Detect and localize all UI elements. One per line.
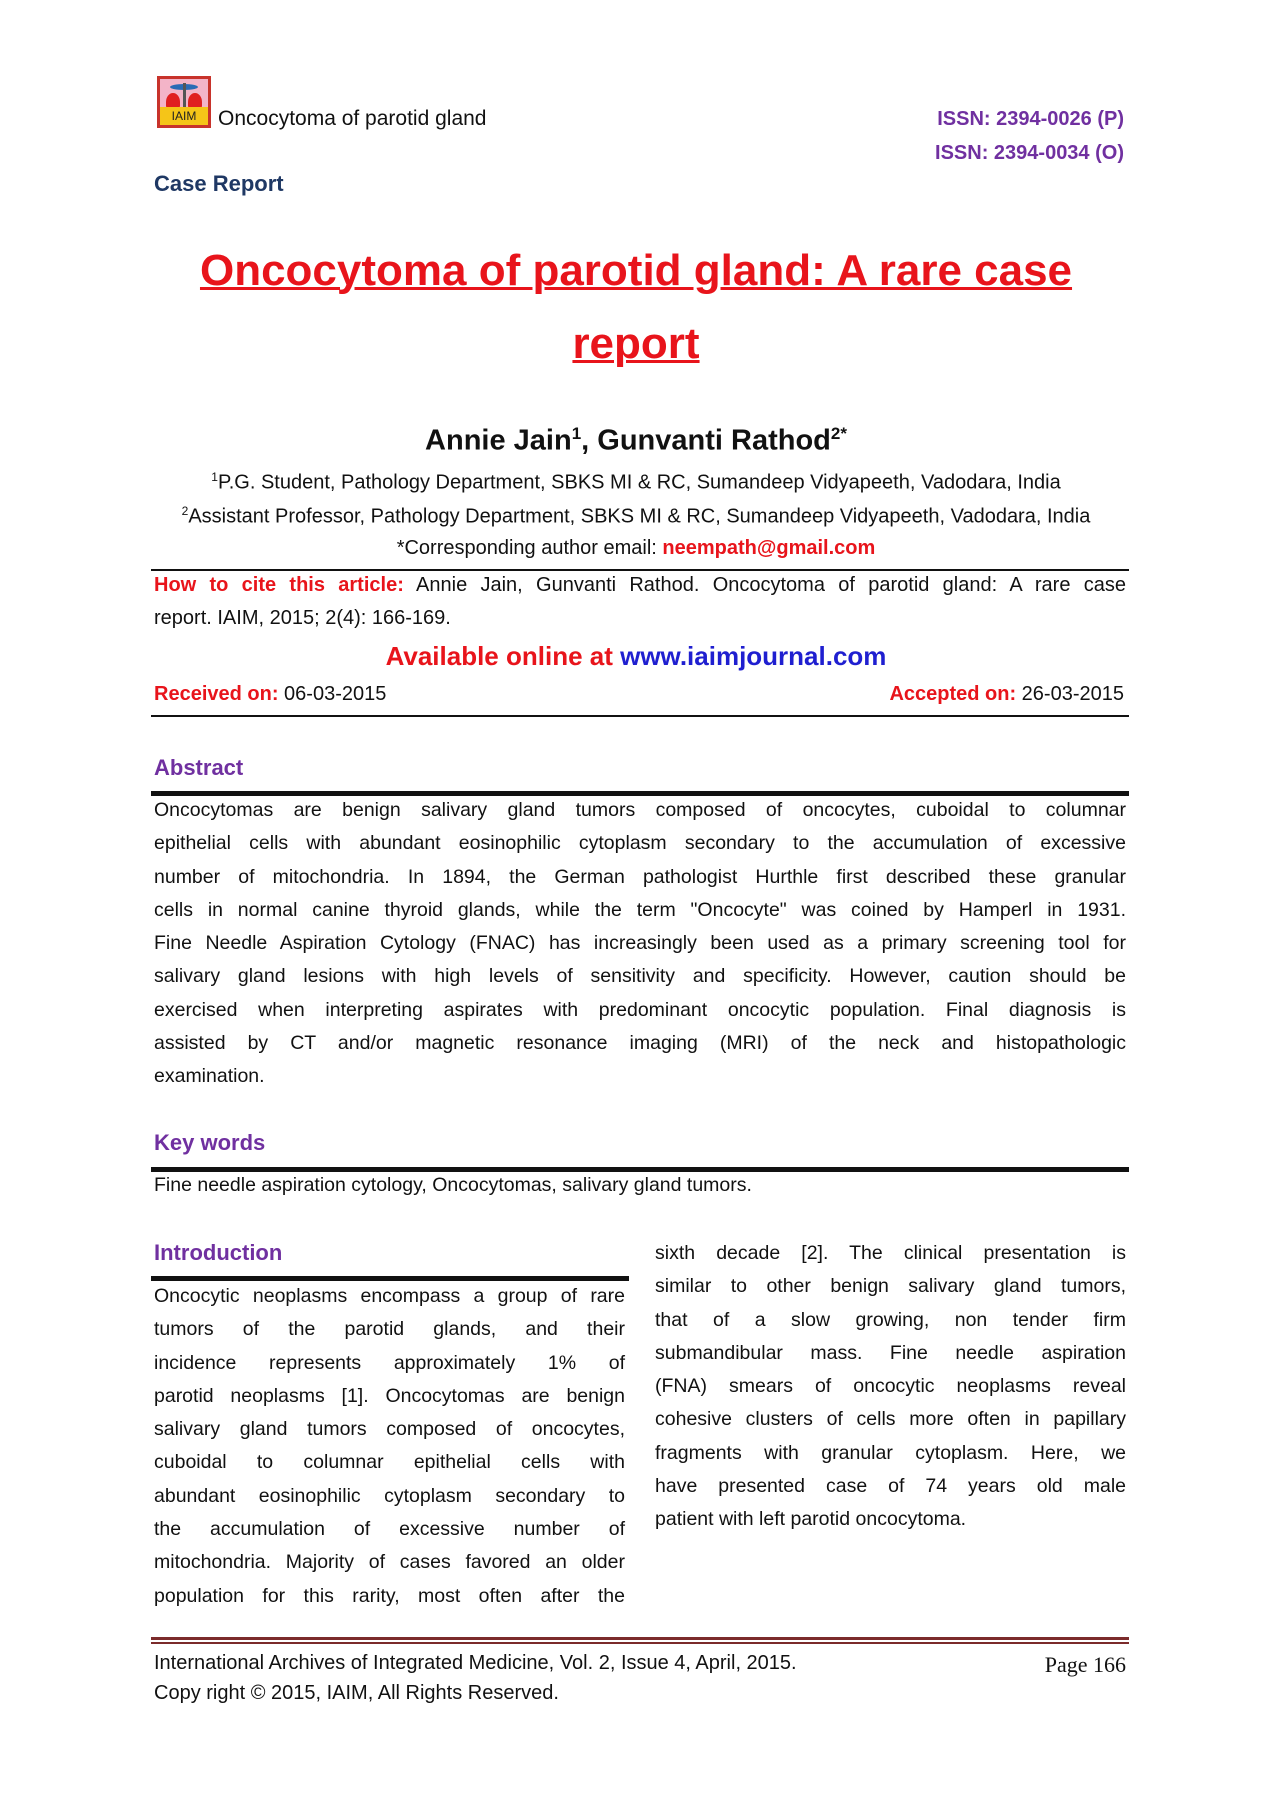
issn-online: ISSN: 2394-0034 (O) <box>935 142 1124 164</box>
text-line: parotid neoplasms [1]. Oncocytomas are benign <box>154 1384 625 1407</box>
text-line: population for this rarity, most often after the <box>154 1584 625 1607</box>
issn-print: ISSN: 2394-0026 (P) <box>937 108 1124 130</box>
article-type: Case Report <box>154 171 284 196</box>
author-1: Annie Jain <box>425 424 572 457</box>
text-line: examination. <box>154 1065 265 1088</box>
text-line: Oncocytomas are benign salivary gland tumors composed of oncocytes, cuboidal to columnar <box>154 799 1126 821</box>
divider <box>151 1167 1129 1172</box>
text-line: the accumulation of excessive number of <box>154 1518 625 1541</box>
text-line: similar to other benign salivary gland tumors, <box>655 1275 1126 1298</box>
journal-url-link[interactable]: www.iaimjournal.com <box>620 641 887 671</box>
text-line: epithelial cells with abundant eosinophilic cytoplasm secondary to the accumulation of excessive <box>154 832 1126 855</box>
page-number: Page 166 <box>1044 1652 1126 1677</box>
text-line: Fine Needle Aspiration Cytology (FNAC) has increasingly been used as a primary screening tool for <box>154 932 1126 955</box>
corresponding-author <box>0 537 1272 560</box>
text-line: that of a slow growing, non tender firm <box>655 1308 1126 1331</box>
received-label: Received on: <box>154 683 279 705</box>
accepted-value: 26-03-2015 <box>1016 683 1124 705</box>
keywords-heading: Key words <box>154 1130 266 1155</box>
text-line: number of mitochondria. In 1894, the German pathologist Hurthle first described these granular <box>154 865 1126 888</box>
text-line: Oncocytic neoplasms encompass a group of rare <box>154 1285 625 1307</box>
text-line: cells in normal canine thyroid glands, while the term "Oncocyte" was coined by Hamperl in 1931. <box>154 898 1126 921</box>
text-line: tumors of the parotid glands, and their <box>154 1318 625 1341</box>
text-line: mitochondria. Majority of cases favored an older <box>154 1551 625 1574</box>
running-title: Oncocytoma of parotid gland <box>218 107 487 130</box>
affil-text: Assistant Professor, Pathology Department, SBKS MI & RC, Sumandeep Vidyapeeth, Vadodara, India <box>188 505 1091 528</box>
affil-text: P.G. Student, Pathology Department, SBKS MI & RC, Sumandeep Vidyapeeth, Vadodara, India <box>217 471 1061 494</box>
affil-sup: 2 <box>181 504 189 518</box>
text-line: salivary gland lesions with high levels of sensitivity and specificity. However, caution should be <box>154 965 1126 988</box>
iaim-logo <box>157 76 211 128</box>
affil-sup: 1 <box>211 470 218 484</box>
text-line: have presented case of 74 years old male <box>655 1475 1126 1498</box>
text-line: salivary gland tumors composed of oncocytes, <box>154 1418 625 1441</box>
footer-copyright: Copy right © 2015, IAIM, All Rights Reserved. <box>154 1682 559 1704</box>
cite-label: How to cite this article: <box>154 574 404 596</box>
affiliation-1 <box>0 470 1272 495</box>
text-line: (FNA) smears of oncocytic neoplasms reveal <box>655 1375 1126 1398</box>
cite-text-1: Annie Jain, Gunvanti Rathod. Oncocytoma of parotid gland: A rare case <box>403 574 1126 596</box>
text-line: sixth decade [2]. The clinical presentation is <box>655 1242 1126 1264</box>
introduction-heading: Introduction <box>154 1240 283 1265</box>
available-online <box>0 641 1272 672</box>
footer-rule <box>151 1637 1129 1640</box>
text-line: exercised when interpreting aspirates with predominant oncocytic population. Final diagnosis is <box>154 998 1126 1021</box>
text-line: abundant eosinophilic cytoplasm secondary to <box>154 1484 625 1507</box>
received-value: 06-03-2015 <box>278 683 387 705</box>
author-2: Gunvanti Rathod <box>597 424 831 457</box>
abstract-heading: Abstract <box>154 755 244 780</box>
author-sep: , <box>581 424 598 457</box>
author-2-affil: 2* <box>830 424 847 443</box>
logo-text: IAIM <box>160 107 208 125</box>
introduction-right-column <box>655 1237 1126 1537</box>
text-line: incidence represents approximately 1% of <box>154 1351 625 1374</box>
affiliation-2 <box>0 504 1272 529</box>
footer-rule <box>151 1642 1129 1644</box>
corresponding-email-link[interactable]: neempath@gmail.com <box>662 537 876 559</box>
text-line: cuboidal to columnar epithelial cells with <box>154 1451 625 1474</box>
available-label: Available online at <box>385 641 621 671</box>
text-line: fragments with granular cytoplasm. Here, we <box>655 1441 1126 1464</box>
received-date <box>154 683 386 706</box>
author-1-affil: 1 <box>571 424 582 443</box>
text-line: assisted by CT and/or magnetic resonance imaging (MRI) of the neck and histopathologic <box>154 1032 1126 1055</box>
article-title-line2: report <box>572 319 700 368</box>
divider <box>151 715 1129 717</box>
caduceus-rod-icon <box>183 83 186 109</box>
citation <box>154 569 1126 636</box>
authors <box>0 424 1272 458</box>
introduction-left-column <box>154 1280 625 1613</box>
abstract-body <box>154 794 1126 1094</box>
text-line: patient with left parotid oncocytoma. <box>655 1508 967 1531</box>
accepted-label: Accepted on: <box>889 683 1017 705</box>
article-title-line1: Oncocytoma of parotid gland: A rare case <box>199 246 1073 295</box>
text-line: cohesive clusters of cells more often in papillary <box>655 1408 1126 1431</box>
keywords-text: Fine needle aspiration cytology, Oncocytomas, salivary gland tumors. <box>154 1174 752 1196</box>
footer-journal: International Archives of Integrated Medicine, Vol. 2, Issue 4, April, 2015. <box>154 1652 797 1674</box>
cite-text-2: report. IAIM, 2015; 2(4): 166-169. <box>154 607 451 630</box>
accepted-date <box>889 683 1124 706</box>
corresponding-label: *Corresponding author email: <box>396 537 663 559</box>
text-line: submandibular mass. Fine needle aspiration <box>655 1341 1126 1364</box>
